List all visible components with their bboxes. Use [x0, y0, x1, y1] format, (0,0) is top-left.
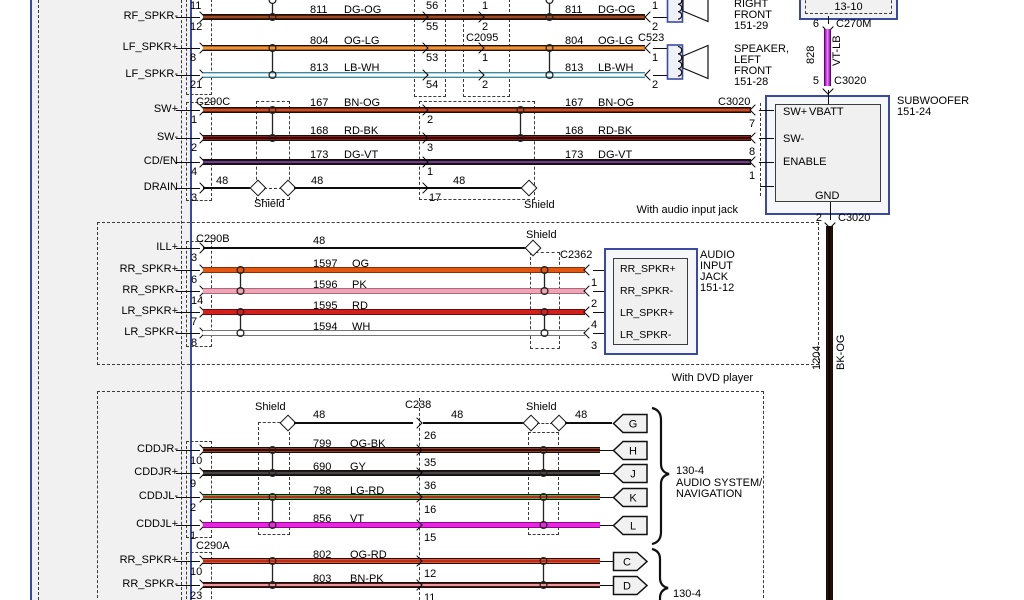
- svg-text:D: D: [623, 580, 631, 593]
- wire-color-code: DG-VT: [598, 149, 633, 161]
- pin-number: 12: [424, 568, 437, 580]
- circuit-number: 167: [310, 97, 329, 109]
- wire-color-code: DG-VT: [344, 149, 379, 161]
- wire-48: [203, 247, 527, 249]
- circuit-number: 168: [565, 125, 584, 137]
- pin-number: 53: [426, 52, 439, 64]
- connector-label-c523: C523: [638, 32, 665, 44]
- nav-dest-line2: NAVIGATION: [676, 488, 743, 500]
- speaker-left-front-ref: 151-28: [734, 76, 769, 88]
- pin-number: 55: [426, 21, 439, 33]
- wire-828-vt-lb: [824, 29, 831, 86]
- circuit-number: 828: [805, 45, 817, 64]
- nav-dest-ref: 130-4: [676, 465, 705, 477]
- pin-number: 5: [812, 75, 819, 87]
- pin-number: 56: [426, 0, 439, 12]
- twisted-pair-icon: [537, 491, 550, 531]
- jack-pin-lr-minus: LR_SPKR-: [620, 329, 672, 341]
- signal-label: LR_SPKR+: [121, 305, 178, 317]
- circuit-number: 690: [313, 461, 332, 473]
- wire-color-code: RD-BK: [344, 125, 379, 137]
- twisted-pair-icon: [266, 491, 279, 531]
- speaker-stub: [653, 75, 667, 76]
- signal-label: RF_SPKR-: [123, 10, 178, 22]
- wire-color-code: PK: [352, 279, 367, 291]
- terminal-J: [612, 463, 649, 484]
- pin-number: 10: [190, 566, 203, 578]
- subwoofer-box: [765, 95, 890, 215]
- pin-number: 6: [191, 274, 198, 286]
- jack-pin-rr-minus: RR_SPKR-: [620, 285, 674, 297]
- signal-label: SW+: [153, 103, 178, 115]
- speaker-icon: [666, 0, 712, 24]
- jack-title-3: JACK: [700, 271, 729, 283]
- wire-stub: [593, 312, 604, 313]
- speaker-left-front-line2: LEFT: [734, 54, 761, 66]
- pin-number: 1: [190, 530, 197, 542]
- circuit-number: 803: [313, 573, 332, 585]
- speaker-right-front-line2: FRONT: [734, 9, 772, 21]
- jack-title-1: AUDIO: [700, 249, 735, 261]
- pin-number: 1: [749, 170, 756, 182]
- signal-label: CDDJL-: [138, 490, 178, 502]
- pin-number: 36: [424, 480, 437, 492]
- twisted-pair-icon: [543, 0, 556, 23]
- pin-number: 12: [190, 21, 203, 33]
- section-caption-audio-jack: With audio input jack: [636, 204, 738, 216]
- wire-color-code: GY: [350, 461, 366, 473]
- wire-color-code: RD-BK: [598, 125, 633, 137]
- speaker-right-front-line1: RIGHT: [734, 0, 769, 10]
- wire-color-code: OG-LG: [598, 35, 634, 47]
- wire-color-code: DG-OG: [598, 4, 636, 16]
- circuit-number: 804: [565, 35, 584, 47]
- wire-173: [203, 159, 751, 165]
- pin-number: 7: [749, 118, 756, 130]
- wire-color-code: DG-OG: [344, 4, 382, 16]
- wire-color-code: WH: [352, 321, 371, 333]
- connector-label-c2095: C2095: [466, 32, 499, 44]
- twisted-pair-icon: [234, 264, 247, 297]
- jack-pin-lr-plus: LR_SPKR+: [620, 307, 674, 319]
- twisted-pair-icon: [543, 42, 556, 81]
- pin-number: 11: [190, 0, 202, 12]
- connector-label-c3020: C3020: [718, 96, 751, 108]
- svg-text:C: C: [623, 556, 631, 569]
- twisted-pair-icon: [266, 555, 279, 591]
- wire-1204-bk-og: [826, 226, 833, 600]
- signal-label: RR_SPKR+: [119, 263, 178, 275]
- wire-48: [565, 422, 612, 424]
- pin-number: 54: [426, 79, 439, 91]
- circuit-number: 856: [313, 513, 332, 525]
- circuit-number: 1596: [313, 279, 338, 291]
- connector-label-c270m: C270M: [836, 18, 872, 30]
- wire-color-code: LB-WH: [344, 62, 380, 74]
- pin-number: 7: [191, 316, 198, 328]
- wire-color-code: BN-PK: [350, 573, 384, 585]
- signal-label: ILL+: [156, 241, 178, 253]
- wire-color-code: BN-OG: [598, 97, 635, 109]
- signal-label: CDDJR+: [134, 466, 178, 478]
- pin-number: 2: [190, 502, 197, 514]
- wire-color-code: BN-OG: [344, 97, 381, 109]
- pin-number: 9: [190, 478, 197, 490]
- circuit-number: 173: [310, 149, 329, 161]
- wire-stub: [759, 110, 774, 111]
- pin-number: 21: [190, 79, 203, 91]
- terminal-H: [612, 440, 649, 461]
- pin-number: 4: [591, 319, 598, 331]
- wire-168: [203, 135, 751, 141]
- circuit-number: 167: [565, 97, 584, 109]
- wire-stub: [593, 291, 604, 292]
- c3020-connector-dashed: [760, 103, 761, 196]
- signal-label: SW-: [156, 131, 178, 143]
- connector-label-c290c: C290C: [196, 96, 231, 108]
- pin-number: 2: [482, 21, 489, 33]
- shield-label: Shield: [524, 199, 555, 211]
- circuit-number: 48: [216, 175, 229, 187]
- svg-text:J: J: [630, 468, 636, 481]
- circuit-number: 813: [310, 62, 329, 74]
- pin-number: 8: [190, 52, 197, 64]
- speaker-icon: [666, 43, 712, 81]
- signal-label: CD/EN: [143, 155, 178, 167]
- pin-number: 8: [191, 337, 198, 349]
- note-box-label: 13-10: [834, 1, 863, 13]
- circuit-number: 1595: [313, 300, 338, 312]
- pin-number: 1: [482, 52, 489, 64]
- signal-label: CDDJR-: [137, 443, 178, 455]
- section-caption-dvd: With DVD player: [671, 372, 753, 384]
- signal-label: DRAIN: [143, 181, 178, 193]
- wire-stub: [759, 162, 774, 163]
- terminal-C: [612, 551, 649, 572]
- wire-color-code: BK-OG: [835, 334, 847, 370]
- wire-1594: [203, 330, 585, 336]
- wire-color-code: OG-LG: [344, 35, 380, 47]
- wire-color-code: RD: [352, 300, 368, 312]
- pin-number: 1: [591, 277, 598, 289]
- svg-text:H: H: [629, 445, 637, 458]
- pin-number: 1: [652, 52, 659, 64]
- subwoofer-pin-swminus: SW-: [783, 133, 805, 145]
- subwoofer-title: SUBWOOFER: [897, 95, 970, 107]
- subwoofer-pin-swplus: SW+: [783, 106, 808, 118]
- pin-number: 3: [591, 340, 598, 352]
- connector-label-c238: C238: [405, 399, 432, 411]
- circuit-number: 48: [575, 409, 588, 421]
- speaker-right-front-ref: 151-29: [734, 20, 769, 32]
- pin-number: 11: [424, 592, 436, 600]
- pin-number: 6: [812, 18, 819, 30]
- brace-icon: [648, 400, 678, 600]
- wire-color-code: VT: [350, 513, 365, 525]
- circuit-number: 811: [310, 4, 328, 16]
- subwoofer-gnd-label: GND: [815, 190, 840, 202]
- connector-label-c290b: C290B: [196, 233, 230, 245]
- circuit-number: 798: [313, 485, 332, 497]
- pin-number: 2: [815, 212, 822, 224]
- radio-inner-dashed-left: [38, 0, 39, 600]
- svg-text:K: K: [629, 492, 637, 505]
- pin-number: 10: [190, 455, 203, 467]
- circuit-number: 813: [565, 62, 584, 74]
- pin-number: 3: [427, 142, 434, 154]
- subwoofer-ref: 151-24: [897, 106, 932, 118]
- pin-number: 2: [652, 79, 659, 91]
- signal-label: CDDJL+: [136, 518, 178, 530]
- circuit-number: 48: [313, 235, 326, 247]
- speaker-left-front-line1: SPEAKER,: [734, 43, 790, 55]
- twisted-pair-icon: [537, 555, 550, 591]
- pin-number: 2: [591, 298, 598, 310]
- wire-stub: [759, 138, 774, 139]
- shield-label: Shield: [255, 401, 286, 413]
- circuit-number: 1204: [811, 345, 823, 370]
- connector-label-c3020: C3020: [834, 75, 867, 87]
- speaker-left-front-line3: FRONT: [734, 65, 772, 77]
- terminal-G: [612, 413, 649, 434]
- twisted-pair-icon: [266, 104, 279, 144]
- subwoofer-inner-box: [775, 104, 881, 202]
- circuit-number: 173: [565, 149, 584, 161]
- nav-dest2-ref: 130-4: [673, 588, 702, 600]
- terminal-D: [612, 575, 649, 596]
- terminal-L: [612, 515, 649, 536]
- signal-label: RR_SPKR-: [122, 284, 178, 296]
- wire-color-code: VT-LB: [831, 35, 843, 66]
- wire-stub: [593, 333, 604, 334]
- pin-number: 26: [424, 430, 437, 442]
- pin-number: 2: [427, 114, 434, 126]
- circuit-number: 799: [313, 438, 332, 450]
- pin-number: 15: [424, 532, 437, 544]
- twisted-pair-icon: [538, 264, 551, 297]
- wire-48: [294, 422, 413, 424]
- pin-number: 2: [482, 79, 489, 91]
- circuit-number: 811: [565, 4, 583, 16]
- wire-drain: [294, 187, 522, 189]
- signal-label: RR_SPKR-: [122, 578, 178, 590]
- wire-color-code: OG-RD: [350, 549, 387, 561]
- line: [828, 90, 829, 104]
- subwoofer-pin-enable: ENABLE: [783, 156, 827, 168]
- wire-1597: [203, 267, 585, 273]
- wire-stub: [593, 270, 604, 271]
- svg-text:L: L: [629, 520, 637, 533]
- speaker-stub: [653, 48, 667, 49]
- circuit-number: 1597: [313, 258, 338, 270]
- pin-number: 3: [191, 252, 198, 264]
- subwoofer-vbatt-label: VBATT: [809, 106, 844, 118]
- connector-label-c2362: C2362: [560, 249, 593, 261]
- twisted-pair-icon: [234, 306, 247, 339]
- signal-label: LF_SPKR+: [122, 41, 178, 53]
- shield-label: Shield: [526, 229, 557, 241]
- shield-label: Shield: [526, 401, 557, 413]
- pin-number: 1: [427, 166, 434, 178]
- note-box-13-10: [799, 0, 898, 20]
- circuit-number: 1594: [313, 321, 338, 333]
- twisted-pair-icon: [266, 42, 279, 81]
- nav-dest-line1: AUDIO SYSTEM/: [676, 477, 763, 489]
- wire-color-code: OG-BK: [350, 438, 386, 450]
- twisted-pair-icon: [538, 306, 551, 339]
- circuit-number: 804: [310, 35, 329, 47]
- wire-color-code: LB-WH: [598, 62, 634, 74]
- circuit-number: 48: [311, 175, 324, 187]
- twisted-pair-icon: [266, 444, 279, 479]
- pin-number: 8: [749, 146, 756, 158]
- pin-number: 3: [191, 192, 198, 204]
- subwoofer-drain-stub: [760, 186, 774, 187]
- terminal-K: [612, 487, 649, 508]
- signal-label: LR_SPKR-: [124, 326, 178, 338]
- shield-label: Shield: [254, 198, 285, 210]
- wire-167: [203, 107, 751, 113]
- pin-number: 2: [652, 21, 659, 33]
- circuit-number: 48: [451, 409, 464, 421]
- pin-number: 35: [424, 457, 437, 469]
- pin-number: 2: [191, 142, 198, 154]
- connector-label-c3020: C3020: [838, 212, 871, 224]
- wire-1595: [203, 309, 585, 315]
- pin-number: 14: [191, 295, 204, 307]
- svg-text:G: G: [628, 418, 638, 431]
- twisted-pair-icon: [537, 444, 550, 479]
- pin-number: 16: [424, 504, 437, 516]
- wire-48: [423, 422, 525, 424]
- pin-number: 17: [429, 192, 442, 204]
- pin-number: 1: [482, 0, 489, 12]
- connector-label-c290a: C290A: [196, 540, 230, 552]
- pin-number: 23: [190, 590, 203, 600]
- circuit-number: 48: [313, 409, 326, 421]
- jack-pin-rr-plus: RR_SPKR+: [620, 263, 676, 275]
- jack-title-2: INPUT: [700, 260, 733, 272]
- twisted-pair-icon: [266, 0, 279, 23]
- pin-number: 1: [652, 0, 659, 12]
- circuit-number: 802: [313, 549, 332, 561]
- pin-number: 4: [191, 166, 198, 178]
- jack-title-4: 151-12: [700, 282, 735, 294]
- pin-number: 1: [191, 114, 198, 126]
- wire-1596: [203, 288, 585, 294]
- circuit-number: 168: [310, 125, 329, 137]
- wire-color-code: LG-RD: [350, 485, 385, 497]
- speaker-stub: [653, 17, 667, 18]
- wire-color-code: OG: [352, 258, 370, 270]
- signal-label: LF_SPKR-: [125, 68, 178, 80]
- twisted-pair-icon: [514, 104, 527, 144]
- signal-label: RR_SPKR+: [119, 554, 178, 566]
- circuit-number: 48: [453, 175, 466, 187]
